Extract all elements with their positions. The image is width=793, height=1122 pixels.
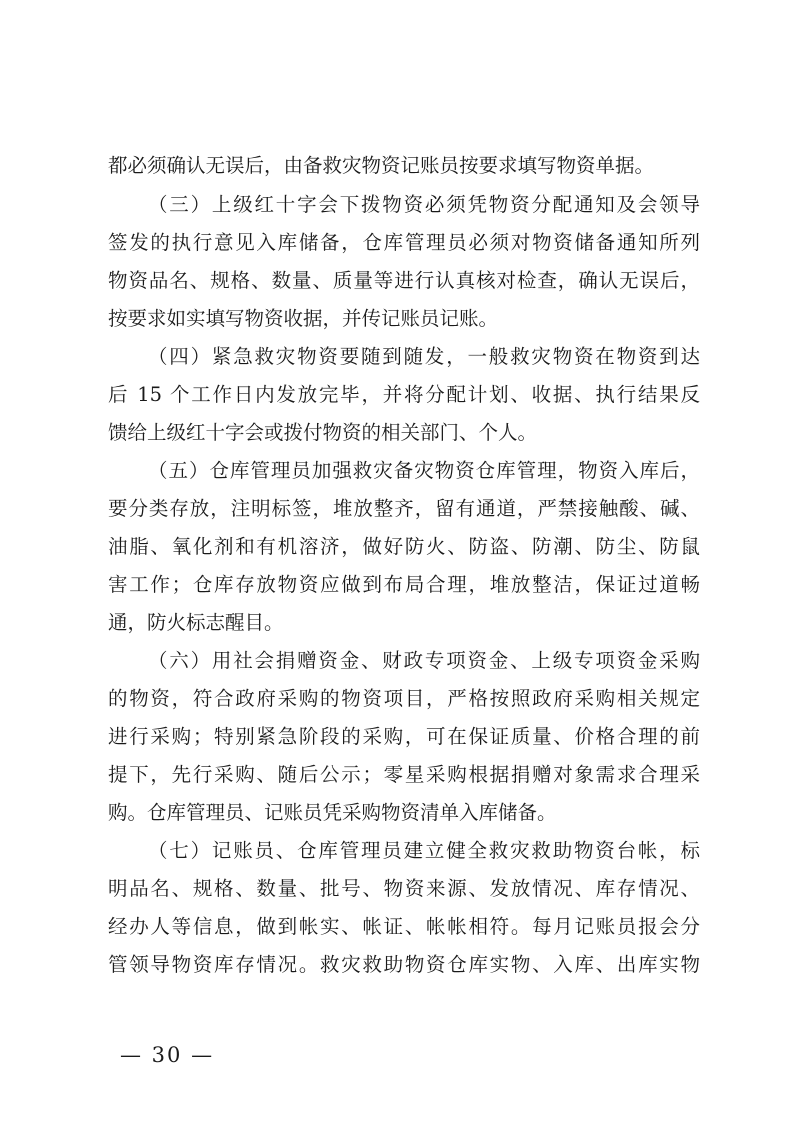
text-line: 经办人等信息，做到帐实、帐证、帐帐相符。每月记账员报会分: [108, 915, 700, 938]
text-line: （四）紧急救灾物资要随到随发，一般救灾物资在物资到达: [148, 345, 700, 368]
text-line: 后 15 个工作日内发放完毕，并将分配计划、收据、执行结果反: [108, 383, 700, 406]
text-line: 按要求如实填写物资收据，并传记账员记账。: [108, 307, 499, 330]
text-line: （六）用社会捐赠资金、财政专项资金、上级专项资金采购: [148, 649, 700, 672]
text-line: 购。仓库管理员、记账员凭采购物资清单入库储备。: [108, 801, 557, 824]
text-line: 害工作；仓库存放物资应做到布局合理，堆放整洁，保证过道畅: [108, 573, 700, 596]
text-line: （三）上级红十字会下拨物资必须凭物资分配通知及会领导: [148, 193, 700, 216]
text-line: 的物资，符合政府采购的物资项目，严格按照政府采购相关规定: [108, 687, 700, 710]
text-line: 油脂、氧化剂和有机溶济，做好防火、防盗、防潮、防尘、防鼠: [108, 535, 700, 558]
text-line: （五）仓库管理员加强救灾备灾物资仓库管理，物资入库后，: [148, 459, 700, 482]
text-line: 管领导物资库存情况。救灾救助物资仓库实物、入库、出库实物: [108, 953, 700, 976]
text-line: （七）记账员、仓库管理员建立健全救灾救助物资台帐，标: [148, 839, 700, 862]
text-line: 都必须确认无误后，由备救灾物资记账员按要求填写物资单据。: [108, 154, 655, 177]
text-line: 明品名、规格、数量、批号、物资来源、发放情况、库存情况、: [108, 877, 700, 900]
text-line: 物资品名、规格、数量、质量等进行认真核对检查，确认无误后，: [108, 269, 700, 292]
text-line: 要分类存放，注明标签，堆放整齐，留有通道，严禁接触酸、碱、: [108, 497, 700, 520]
text-line: 签发的执行意见入库储备，仓库管理员必须对物资储备通知所列: [108, 231, 700, 254]
text-line: 馈给上级红十字会或拨付物资的相关部门、个人。: [108, 421, 538, 444]
text-line: 通，防火标志醒目。: [108, 611, 284, 634]
text-line: 提下，先行采购、随后公示；零星采购根据捐赠对象需求合理采: [108, 763, 700, 786]
page-number: — 30 —: [120, 1043, 215, 1067]
text-line: 进行采购；特别紧急阶段的采购，可在保证质量、价格合理的前: [108, 725, 700, 748]
